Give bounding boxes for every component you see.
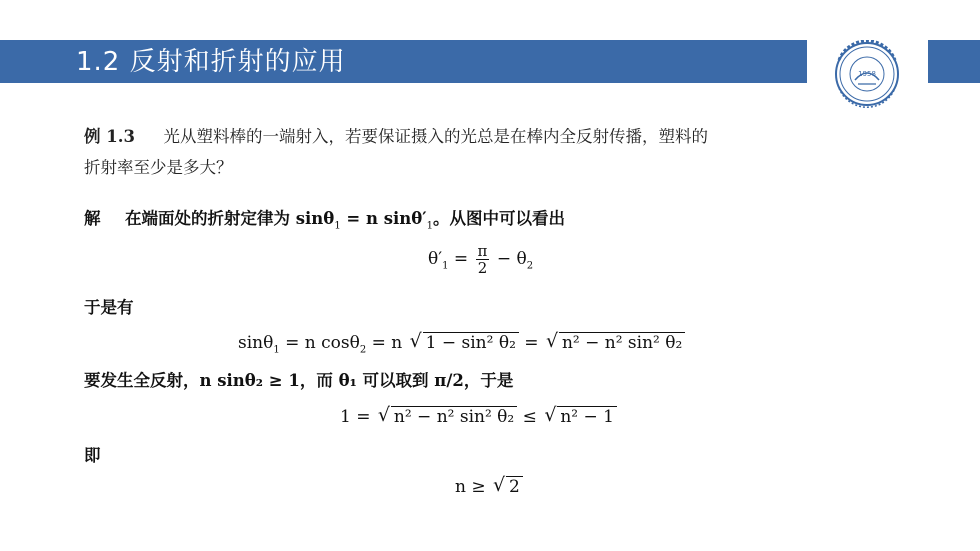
problem-line-1 <box>84 124 708 150</box>
eq1-denominator: 2 <box>477 259 488 277</box>
solution-intro-suffix: 。从图中可以看出 <box>433 209 566 228</box>
title-bar-right-strip <box>928 40 980 83</box>
equation-4 <box>455 476 523 497</box>
eq1-equals: = <box>448 249 474 269</box>
eq4-radical <box>493 476 523 497</box>
solution-intro-sub1: 1 <box>334 220 341 232</box>
eq3-mid: ≤ <box>522 407 543 427</box>
eq2-d: = <box>524 333 544 353</box>
eq3-left: 1 = <box>340 407 376 427</box>
problem-text-2: 折射率至少是多大？ <box>84 158 233 177</box>
eq1-numerator: π <box>477 242 488 260</box>
eq2-a-sub: 1 <box>273 344 280 356</box>
eq3-radical-2 <box>544 406 617 427</box>
solution-intro <box>84 205 565 231</box>
university-seal-icon <box>825 40 909 108</box>
text-yushi: 于是有 <box>84 298 134 317</box>
solution-label: 解 <box>84 209 101 228</box>
solution-intro-text: 在端面处的折射定律为 sinθ <box>125 209 335 228</box>
eq3-radicand-1: n² − n² sin² θ₂ <box>391 406 517 427</box>
eq2-b-sub: 2 <box>359 344 367 356</box>
equation-2 <box>238 332 685 355</box>
problem-label: 例 1.3 <box>84 127 135 146</box>
eq2-radicand-1: 1 − sin² θ₂ <box>423 332 519 353</box>
eq4-radicand: 2 <box>506 476 523 497</box>
eq1-left: θ′ <box>428 249 443 269</box>
eq2-b: = n cosθ <box>279 333 360 353</box>
eq1-fraction <box>476 243 490 276</box>
solution-intro-sub2: 1 <box>426 220 434 232</box>
equation-1 <box>428 243 533 276</box>
problem-text-1: 光从塑料棒的一端射入，若要保证摄入的光总是在棒内全反射传播，塑料的 <box>163 127 708 146</box>
text-condition: 要发生全反射，n sinθ₂ ≥ 1，而 θ₁ 可以取到 π/2，于是 <box>84 371 514 390</box>
equation-3 <box>340 406 617 427</box>
eq1-sub: 1 <box>442 260 449 272</box>
eq2-a: sinθ <box>238 333 274 353</box>
eq2-radical-1 <box>410 332 519 353</box>
eq3-radical-1 <box>378 406 517 427</box>
text-ji: 即 <box>84 446 101 465</box>
eq2-radical-2 <box>546 332 685 353</box>
solution-intro-mid: = n sinθ′ <box>340 209 427 228</box>
eq1-right: − θ <box>496 249 527 269</box>
problem-line-2 <box>84 155 233 181</box>
eq4-left: n ≥ <box>455 477 492 497</box>
eq2-c: = n <box>366 333 408 353</box>
logo-year: 1958 <box>858 70 876 78</box>
eq2-radicand-2: n² − n² sin² θ₂ <box>559 332 685 353</box>
eq1-right-sub: 2 <box>526 260 534 272</box>
eq3-radicand-2: n² − 1 <box>557 406 617 427</box>
slide-title: 1.2 反射和折射的应用 <box>76 47 346 77</box>
